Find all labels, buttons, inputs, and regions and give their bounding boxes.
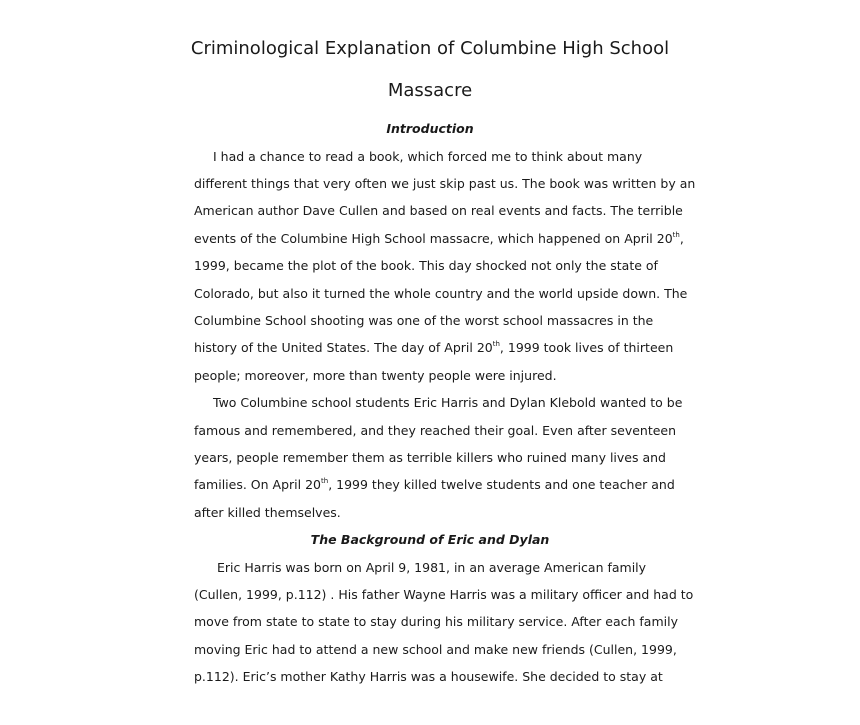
superscript-th: th [492,339,500,348]
paragraph-line [194,476,675,492]
paragraph-line-text-after: , 1999 they killed twelve students and one teacher and [328,477,675,492]
section-heading-background: The Background of Eric and Dylan [310,532,550,547]
paragraph-line: I had a chance to read a book, which forced me to think about many [213,149,643,164]
paragraph-line: 1999, became the plot of the book. This day shocked not only the state of [194,258,658,273]
paragraph-line: different things that very often we just skip past us. The book was written by an [194,176,696,191]
paragraph-line: Columbine School shooting was one of the worst school massacres in the [194,313,654,328]
paragraph-line: Eric Harris was born on April 9, 1981, in an average American family [217,560,647,575]
paragraph-line: (Cullen, 1999, p.112) . His father Wayne Harris was a military officer and had to [194,587,694,602]
paragraph-line: move from state to state to stay during his military service. After each family [194,614,678,629]
section-heading-introduction: Introduction [386,121,474,136]
paragraph-line: famous and remembered, and they reached their goal. Even after seventeen [194,423,677,438]
superscript-th: th [672,230,680,239]
paragraph-line: Two Columbine school students Eric Harris and Dylan Klebold wanted to be [213,395,683,410]
paragraph-line [194,339,674,355]
superscript-th: th [321,476,329,485]
paragraph-line-text-after: , 1999 took lives of thirteen [499,340,674,355]
paragraph-line: after killed themselves. [194,505,341,520]
paragraph-line-text: events of the Columbine High School massacre, which happened on April 20 [194,231,673,246]
paragraph-line: people; moreover, more than twenty people were injured. [194,368,557,383]
paragraph-line: p.112). Eric’s mother Kathy Harris was a housewife. She decided to stay at [194,669,663,684]
paragraph-line-text-after: , [679,231,684,246]
paragraph-line: American author Dave Cullen and based on real events and facts. The terrible [194,203,683,218]
paragraph-line [194,230,684,246]
paragraph-line: years, people remember them as terrible killers who ruined many lives and [194,450,666,465]
paragraph-line-text: families. On April 20 [194,477,321,492]
paragraph-line: moving Eric had to attend a new school and make new friends (Cullen, 1999, [194,642,677,657]
paragraph-line: Colorado, but also it turned the whole country and the world upside down. The [194,286,688,301]
document-title-line-2: Massacre [387,80,473,101]
document-title-line-1: Criminological Explanation of Columbine High School [190,38,670,59]
paragraph-line-text: history of the United States. The day of April 20 [194,340,493,355]
